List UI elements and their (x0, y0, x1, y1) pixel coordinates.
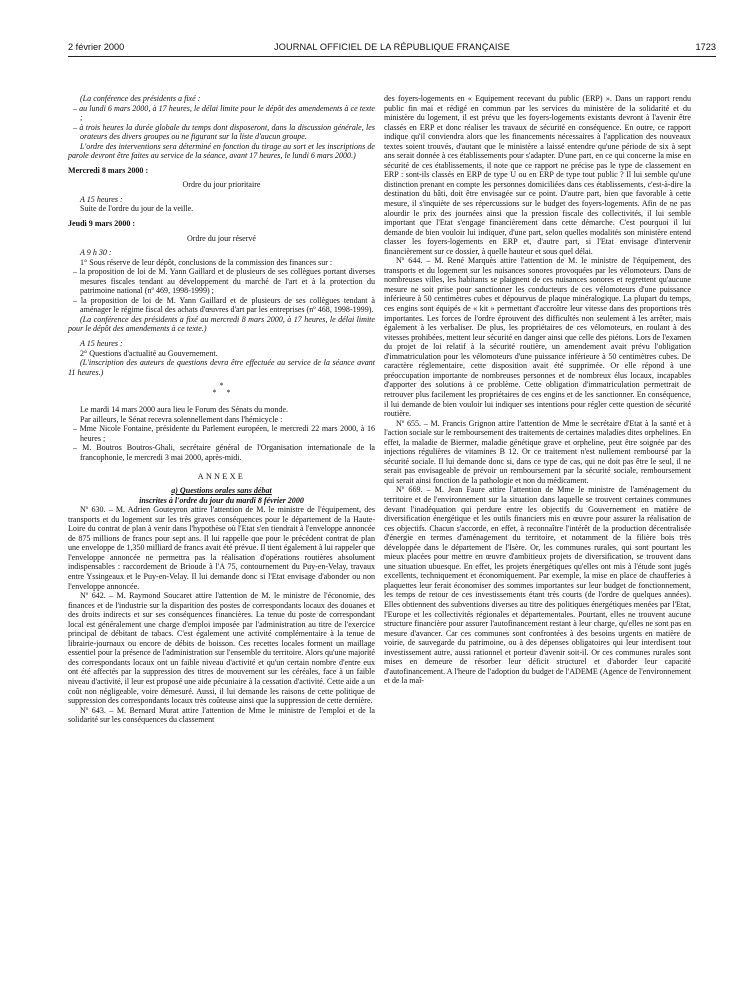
reception-item-fontaine: – Mme Nicole Fontaine, présidente du Parlement européen, le mercredi 22 mars 2000, à 16 heures ; (73, 424, 375, 443)
questions-title: a) Questions orales sans débat (171, 486, 272, 496)
agenda-point-1: 1° Sous réserve de leur dépôt, conclusions de la commission des finances sur : (80, 257, 333, 267)
agenda-point-1-proposal-b: – la proposition de loi de M. Yann Gaillard et de plusieurs de ses collègues tendant à aménager le régime fiscal des achats d'œuvres d'art par les entreprises (nº 468, 1998-1999). (73, 295, 375, 315)
inscription-note: (L'inscription des auteurs de questions devra être effectuée au service de la séance avant 11 heures.) (68, 358, 375, 377)
question-669: Nº 669. – M. Jean Faure attire l'attention de Mme le ministre de l'aménagement du territoire et de l'environnement sur la situation dans laquelle se trouvent certaines communes devant l'inadéquation qui perdure entre les objectifs du Gouvernement en matière de diversification énergétique et les outils financiers mis en œuvre pour assurer la réalisation de ces objectifs. Chacun s'accorde, en effet, à reconnaître l'intérêt de la production décentralisée d'énergie en termes d'aménagement du territoire, et notamment de la filière bois très développée dans le département de l'Isère. Or, les communes rurales, qui sont pourtant les mieux placées pour mettre en œuvre d'ambitieux projets de diversification, se trouvent dans une situation ubuesque. En effet, les projets énergétiques qu'elles ont mis à l'étude sont jugés excellents, techniquement et économiquement. Par exemple, la mise en place de chaufferies à plaquettes leur ferait économiser des sommes importantes sur leur budget de fonctionnement, les temps de retour de ces investissements étant très courts (de l'ordre de quelques années). Elles obtiennent des subventions diverses au titre des politiques énergétiques menées par l'Etat, l'Europe et les collectivités régionales et départementales. Pourtant, elles ne trouvent aucune structure financière pour assurer l'autofinancement restant à leur charge, qu'elles ne sont pas en mesure d'avancer. Car ces communes sont confrontées à des besoins urgents en matière de voirie, de sauvegarde du patrimoine, ou à des dépenses obligatoires qui leur interdisent tout investissement autre, aussi rationnel et porteur d'avenir soit-il. Or ces communes rurales sont mises en demeure de résorber leur déficit structurel et d'aborder leur capacité d'autofinancement. A l'heure de l'adoption du budget de l'ADEME (Agence de l'environnement et de la maî- (384, 485, 691, 686)
time-a9h30: A 9 h 30 : (80, 248, 112, 258)
conference-item-duration: – à trois heures la durée globale du temps dont disposeront, dans la discussion générale, les orateurs des divers groupes ou ne figurant sur la liste d'aucun groupe. (73, 122, 375, 142)
annexe-heading: ANNEXE (197, 471, 246, 481)
suite-ordre-jour: Suite de l'ordre du jour de la veille. (80, 204, 194, 214)
conference-fixed-note: (La conférence des présidents a fixé au mercredi 8 mars 2000, à 17 heures, le délai limite pour le dépôt des amendements à ce texte.) (68, 314, 375, 334)
reception-intro: Par ailleurs, le Sénat recevra solennellement dans l'hémicycle : (80, 414, 283, 424)
page-header (68, 42, 716, 56)
ordre-reserve-heading: Ordre du jour réservé (186, 233, 257, 243)
header-date: 2 février 2000 (68, 42, 125, 52)
question-655: Nº 655. – M. Francis Grignon attire l'attention de Mme le secrétaire d'Etat à la santé et à l'action sociale sur le remboursement des traitements de certaines maladies dites orphelines. En effet, la maladie de Biermer, maladie génétique grave et orpheline, peut être soignée par des injections régulières de vitamines B 12. Or ce traitement n'est nullement remboursé par la sécurité sociale. Il lui demande donc si, dans ce type de cas, qui ne doit pas être le seul, il ne serait pas envisageable de prévoir un remboursement par la sécurité sociale, remboursement qui serait ainsi fonction de la pathologie et non du médicament. (384, 418, 691, 485)
question-630: Nº 630. – M. Adrien Gouteyron attire l'attention de M. le ministre de l'équipement, des transports et du logement sur les très graves conséquences pour le département de la Haute-Loire du contrat de plan à venir dans l'hypothèse où l'Etat s'en tiendrait à l'enveloppe annoncée de 875 millions de francs pour sept ans. Il lui rappelle que pour le précédent contrat de plan une enveloppe de 1,350 milliard de francs avait été prévue. Il tient également à lui rappeler que l'enveloppe annoncée ne permettra pas la réalisation d'opérations routières absolument indispensables : raccordement de Brioude à l'A 75, contournement du Puy-en-Velay, travaux entre Yssingeaux et le Puy-en-Velay. Il lui demande donc si l'Etat envisage d'abonder ou non l'enveloppe annoncée. (68, 505, 375, 591)
agenda-point-1-proposal-a: – la proposition de loi de M. Yann Gaillard et de plusieurs de ses collègues portant diverses mesures fiscales tendant au développement du marché de l'art et à la protection du patrimoine national (nº 469, 1998-1999) ; (73, 267, 375, 296)
time-a15-second: A 15 heures : (80, 339, 123, 349)
question-643-continued: des foyers-logements en « Equipement recevant du public (ERP) ». Dans un rapport rendu public fin mai et rédigé en commun par les services du ministère de la solidarité et du ministère du logement, il est prévu que les foyers-logements existants devront à l'avenir être classés en ERP et donc réaliser les travaux de sécurité en conséquence. En outre, ce rapport indique qu'il conviendra alors que les financements nécessaires à l'application des nouveaux textes soient trouvés, d'autant que le ministère a laissé entendre qu'une période de six à sept ans serait donnée à ces établissements pour s'adapter. D'une part, en ce qui concerne la mise en sécurité de ces établissements, il note que ce rapport ne précise pas le type de classement en ERP : sont-ils classés en ERP de type U ou en ERP de type tout public ? Il lui semble qu'une distinction prenant en compte les personnes domiciliées dans ces établissements, c'est-à-dire la destination du bâti, doit être envisagée sur ce point. D'autre part, bien que favorable à cette mesure, il s'inquiète de ses répercussions sur le budget des foyers-logements. Afin de ne pas alourdir le prix des journées ainsi que la pression fiscale des collectivités, il lui semble important que l'Etat s'engage financièrement dans cette démarche. C'est pourquoi il lui demande de bien vouloir lui indiquer, d'une part, selon quelles modalités son ministère entend classer les foyers-logements en ERP et, d'autre part, si l'Etat envisage d'intervenir financièrement sur ce dossier, à quelle hauteur et sous quel délai. (384, 94, 691, 256)
right-column (384, 94, 691, 686)
journal-title: JOURNAL OFFICIEL DE LA RÉPUBLIQUE FRANÇAISE (274, 42, 510, 52)
conference-order-note: L'ordre des interventions sera déterminé en fonction du tirage au sort et les inscriptions de parole devront être faites au service de la séance, avant 17 heures, le lundi 6 mars 2000.) (68, 141, 375, 161)
conference-item-deadline: – au lundi 6 mars 2000, à 17 heures, le délai limite pour le dépôt des amendements à ce texte ; (73, 103, 375, 123)
question-644: Nº 644. – M. René Marquès attire l'attention de M. le ministre de l'équipement, des transports et du logement sur les nuisances sonores provoquées par les vélomoteurs. Dans de nombreuses villes, les habitants se plaignent de ces nuisances sonores et regrettent qu'aucune mesure ne soit prise pour sanctionner les conducteurs de ces vélomoteurs d'une puissance inférieure à 50 centimètres cubes et dépourvus de plaque minéralogique. La plupart du temps, ces engins sont équipés de « kit » permettant d'accroître leur vitesse dans des proportions très importantes. Les forces de l'ordre éprouvent des difficultés non seulement à les arrêter, mais également à les verbaliser. De plus, les propriétaires de ces vélomoteurs, en roulant à des vitesses prohibées, mettent leur sécurité en danger ainsi que celle des piétons. Lors de l'examen du projet de loi relatif à la sécurité routière, un amendement avait prévu l'obligation d'immatriculation pour les vélomoteurs d'une puissance inférieure à 50 centimètres cubes. De caractère réglementaire, cette disposition avait été supprimée. Or elle répond à une préoccupation importante de nombreuses personnes et de nombreux élus locaux, incapables d'apporter des solutions à ce problème. Cette obligation d'immatriculation permettrait de retrouver plus facilement les propriétaires de ces engins et de les sanctionner. En conséquence, il lui demande de bien vouloir lui indiquer ses intentions pour régler cette question de sécurité routière. (384, 256, 691, 419)
page-number: 1723 (695, 42, 716, 52)
questions-subtitle: inscrites à l'ordre du jour du mardi 8 février 2000 (139, 495, 304, 505)
left-column (68, 94, 375, 725)
mercredi-heading: Mercredi 8 mars 2000 : (68, 165, 149, 175)
agenda-point-2: 2° Questions d'actualité au Gouvernement. (80, 348, 218, 358)
question-643: Nº 643. – M. Bernard Murat attire l'attention de Mme le ministre de l'emploi et de la solidarité sur les conséquences du classement (68, 705, 375, 725)
header-rule (68, 56, 716, 57)
ordre-prioritaire-heading: Ordre du jour prioritaire (182, 180, 261, 190)
forum-announcement: Le mardi 14 mars 2000 aura lieu le Forum des Sénats du monde. (80, 405, 289, 415)
jeudi-heading: Jeudi 9 mars 2000 : (68, 219, 136, 229)
question-642: Nº 642. – M. Raymond Soucaret attire l'attention de M. le ministre de l'économie, des finances et de l'industrie sur la disparition des postes de correspondants locaux des douanes et des droits indirects et sur ses conséquences financières. La tenue du poste de correspondant local est généralement une charge d'emploi imposée par l'administration au titre de l'exercice principal de débitant de tabacs. C'est également une activité complémentaire à la tenue de librairie-journaux ou encore de débits de boisson. Ces recettes locales forment un maillage essentiel pour la présence de l'administration sur l'ensemble du territoire. Alors qu'une majorité des correspondants locaux ont un faible niveau d'activité et qu'un certain nombre d'entre eux ont été affectés par la suppression des titres de mouvement sur les céréales, face à un faible niveau d'activité, il leur est proposé une aide pécuniaire à la cessation d'activité. Cette aide a un coût non négligeable, voire démesuré. Aussi, il lui demande les raisons de cette politique de suppression des correspondants locaux très coûteuse ainsi que la suppression de cette dernière. (68, 591, 375, 706)
section-separator: * * * (212, 381, 231, 398)
time-a15-first: A 15 heures : (80, 194, 123, 204)
reception-item-boutros-ghali: – M. Boutros Boutros-Ghali, secrétaire général de l'Organisation internationale de la francophonie, le mercredi 3 mai 2000, après-midi. (73, 443, 375, 462)
conference-intro: (La conférence des présidents a fixé : (80, 94, 201, 103)
